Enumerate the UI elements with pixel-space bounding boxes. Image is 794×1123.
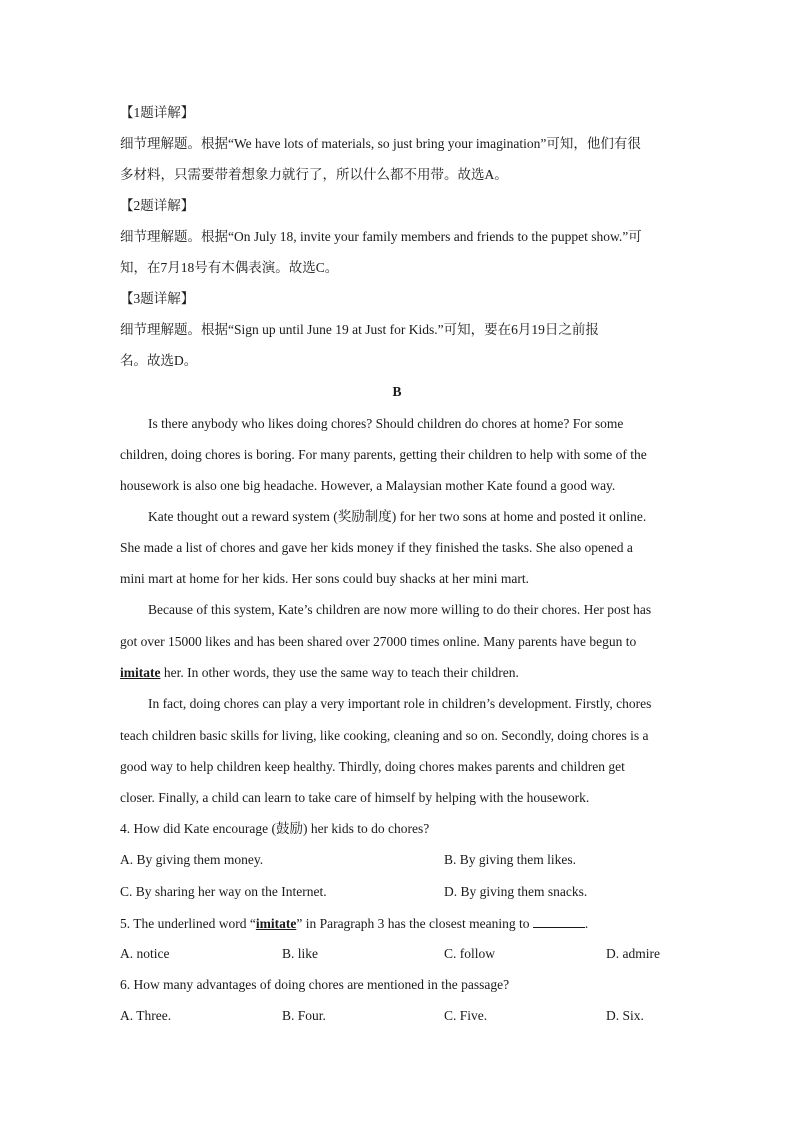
passage-line: She made a list of chores and gave her kids money if they finished the tasks. She also opened a [120, 540, 633, 555]
underlined-word-imitate: imitate [120, 665, 161, 680]
question-6-option-c: C. Five. [444, 1008, 488, 1023]
passage-line: Kate thought out a reward system (奖励制度) for her two sons at home and posted it online. [148, 509, 647, 524]
question-4-option-a: A. By giving them money. [120, 852, 264, 867]
question-5-stem-pre: 5. The underlined word “ [120, 916, 256, 931]
passage-line: closer. Finally, a child can learn to take care of himself by helping with the housework. [120, 790, 590, 805]
question-4-option-b: B. By giving them likes. [444, 852, 577, 867]
question-5-stem-post: ” in Paragraph 3 has the closest meaning to [296, 916, 533, 931]
answer-3-line-1: 细节理解题。根据“Sign up until June 19 at Just for Kids.”可知，要在6月19日之前报 [120, 322, 599, 337]
question-6-stem: 6. How many advantages of doing chores are mentioned in the passage? [120, 977, 510, 992]
passage-line: teach children basic skills for living, like cooking, cleaning and so on. Secondly, doing chores is a [120, 728, 649, 743]
passage-line: good way to help children keep healthy. Thirdly, doing chores makes parents and children get [120, 759, 625, 774]
question-6-option-b: B. Four. [282, 1008, 326, 1023]
passage-line: Is there anybody who likes doing chores? Should children do chores at home? For some [148, 416, 624, 431]
question-6-option-a: A. Three. [120, 1008, 172, 1023]
answer-2-line-1: 细节理解题。根据“On July 18, invite your family members and friends to the puppet show.”可 [120, 229, 642, 244]
question-4-stem: 4. How did Kate encourage (鼓励) her kids to do chores? [120, 821, 430, 836]
answer-2-line-2: 知，在7月18号有木偶表演。故选C。 [120, 260, 339, 275]
passage-line: housework is also one big headache. However, a Malaysian mother Kate found a good way. [120, 478, 616, 493]
question-4-option-d: D. By giving them snacks. [444, 884, 588, 899]
passage-line-imitate [120, 663, 680, 683]
answer-1-heading: 【1题详解】 [120, 105, 195, 120]
question-5-option-a: A. notice [120, 946, 170, 961]
question-5-underlined-word: imitate [255, 916, 297, 931]
question-4-option-c: C. By sharing her way on the Internet. [120, 884, 327, 899]
answer-2-heading: 【2题详解】 [120, 198, 195, 213]
question-5-stem-end: . [584, 916, 589, 931]
answer-1-line-1: 细节理解题。根据“We have lots of materials, so just bring your imagination”可知，他们有很 [120, 136, 641, 151]
answer-3-heading: 【3题详解】 [120, 291, 195, 306]
passage-title: B [392, 384, 402, 399]
passage-line-imitate-rest: her. In other words, they use the same way to teach their children. [160, 665, 519, 680]
question-5-option-d: D. admire [606, 946, 660, 961]
question-5-stem [120, 913, 680, 934]
question-6-option-d: D. Six. [606, 1008, 644, 1023]
passage-line: children, doing chores is boring. For many parents, getting their children to help with some of the [120, 447, 647, 462]
passage-line: mini mart at home for her kids. Her sons could buy shacks at her mini mart. [120, 571, 530, 586]
question-5-option-c: C. follow [444, 946, 496, 961]
passage-line: In fact, doing chores can play a very important role in children’s development. Firstly, chores [148, 696, 652, 711]
answer-3-line-2: 名。故选D。 [120, 353, 198, 368]
question-5-option-b: B. like [282, 946, 318, 961]
passage-line: got over 15000 likes and has been shared over 27000 times online. Many parents have begun to [120, 634, 637, 649]
answer-1-line-2: 多材料，只需要带着想象力就行了，所以什么都不用带。故选A。 [120, 167, 508, 182]
answer-blank [533, 913, 585, 928]
passage-line: Because of this system, Kate’s children are now more willing to do their chores. Her post has [148, 602, 652, 617]
